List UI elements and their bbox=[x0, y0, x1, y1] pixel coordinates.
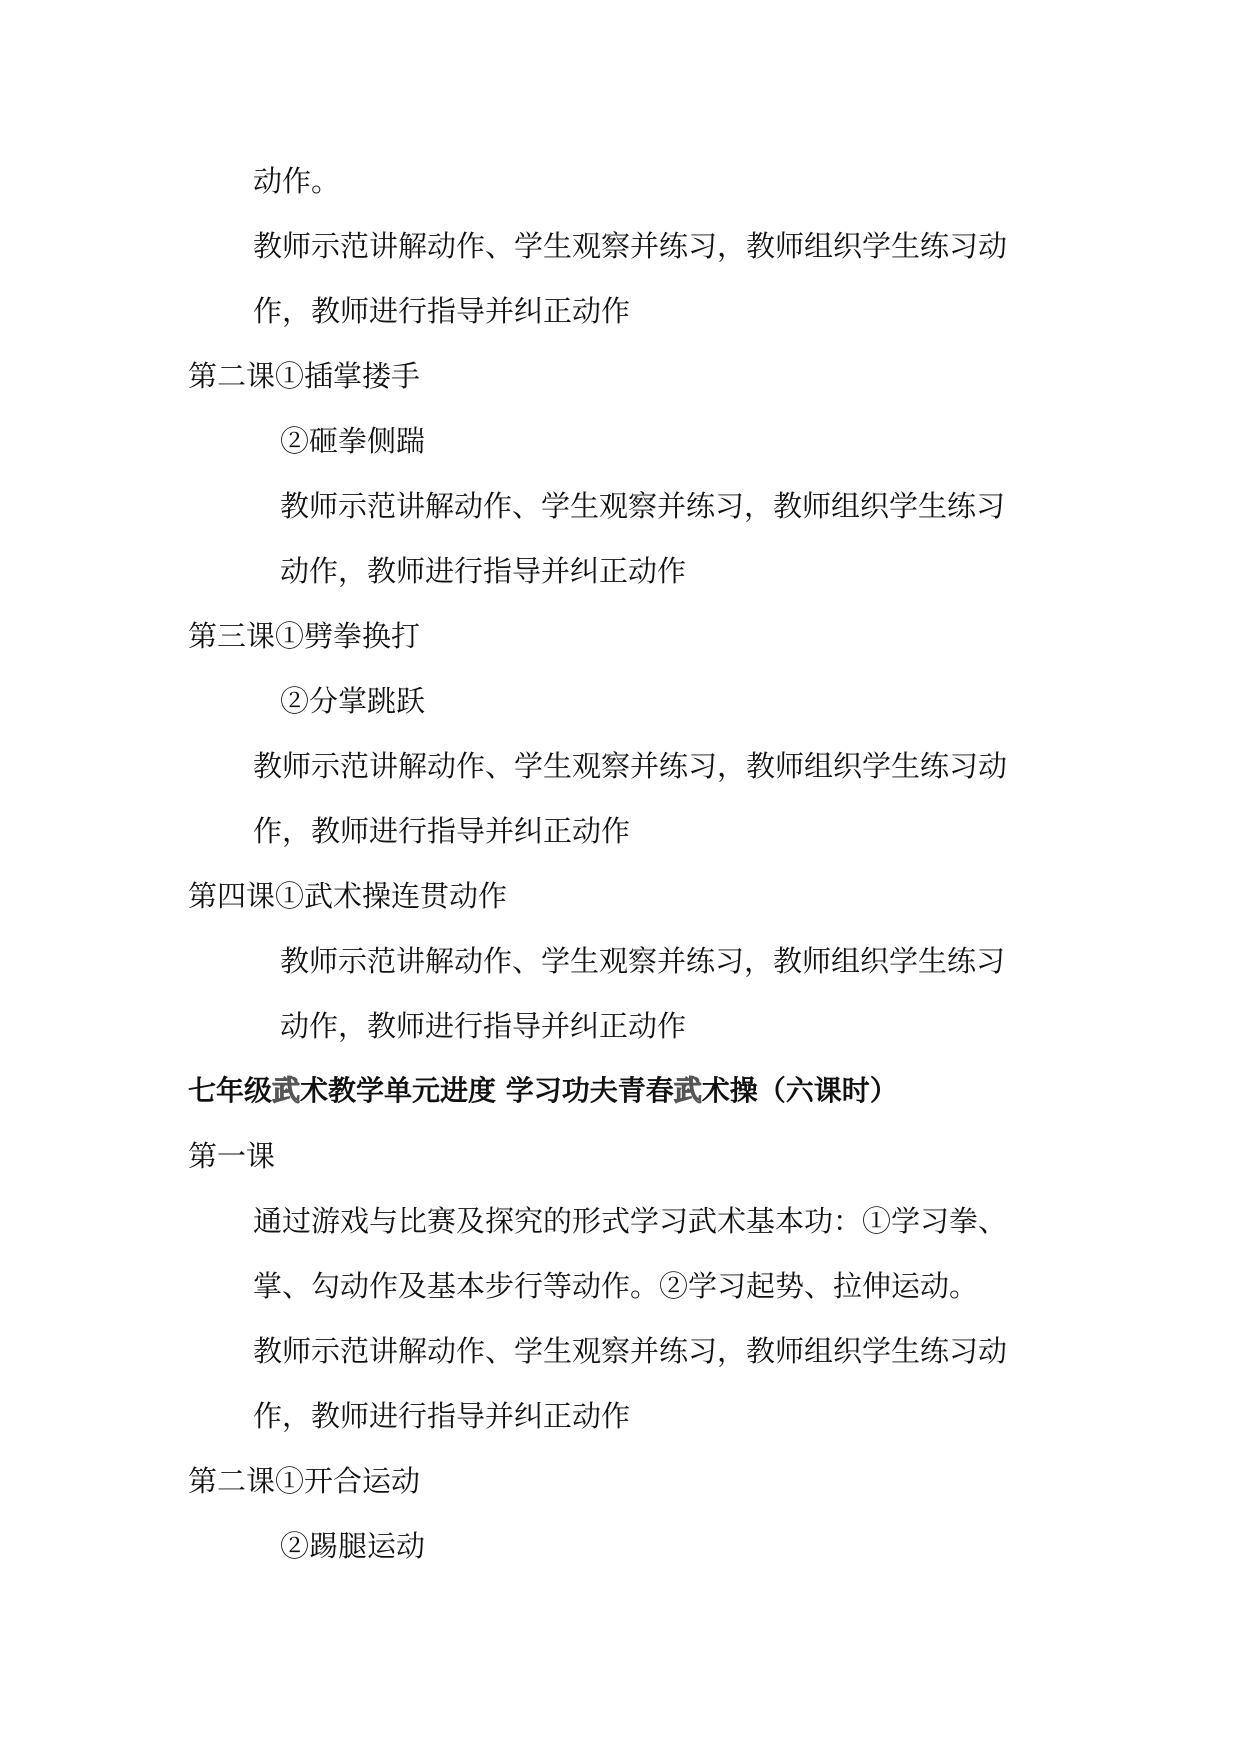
text-line: 教师示范讲解动作、学生观察并练习，教师组织学生练习动 bbox=[253, 1334, 1008, 1368]
section-heading bbox=[188, 1071, 898, 1111]
heading-part: 术教学单元进度 学习功夫青春 bbox=[300, 1074, 674, 1107]
text-line: 掌、勾动作及基本步行等动作。②学习起势、拉伸运动。 bbox=[253, 1269, 979, 1303]
lesson-heading: 第二课①插掌搂手 bbox=[188, 359, 421, 393]
lesson-heading: 第一课 bbox=[188, 1139, 276, 1173]
lesson-item: ②砸拳侧踹 bbox=[280, 424, 426, 458]
lesson-item: ②踢腿运动 bbox=[280, 1529, 426, 1563]
heading-part: 术操（六课时） bbox=[701, 1074, 898, 1107]
text-line: 动作，教师进行指导并纠正动作 bbox=[280, 554, 687, 588]
lesson-heading: 第三课①劈拳换打 bbox=[188, 619, 421, 653]
text-line: 动作，教师进行指导并纠正动作 bbox=[280, 1009, 687, 1043]
heading-part: 七年级 bbox=[188, 1074, 273, 1107]
text-line: 教师示范讲解动作、学生观察并练习，教师组织学生练习动 bbox=[253, 229, 1008, 263]
text-line: 通过游戏与比赛及探究的形式学习武术基本功：①学习拳、 bbox=[253, 1204, 1008, 1238]
text-line: 作，教师进行指导并纠正动作 bbox=[253, 814, 631, 848]
text-line: 作，教师进行指导并纠正动作 bbox=[253, 1399, 631, 1433]
text-line: 动作。 bbox=[253, 164, 341, 198]
text-line: 教师示范讲解动作、学生观察并练习，教师组织学生练习 bbox=[280, 944, 1006, 978]
text-line: 教师示范讲解动作、学生观察并练习，教师组织学生练习 bbox=[280, 489, 1006, 523]
lesson-heading: 第二课①开合运动 bbox=[188, 1464, 421, 1498]
lesson-heading: 第四课①武术操连贯动作 bbox=[188, 879, 508, 913]
heading-outline-char: 武 bbox=[673, 1074, 702, 1107]
text-line: 教师示范讲解动作、学生观察并练习，教师组织学生练习动 bbox=[253, 749, 1008, 783]
text-line: 作，教师进行指导并纠正动作 bbox=[253, 294, 631, 328]
heading-outline-char: 武 bbox=[272, 1074, 301, 1107]
lesson-item: ②分掌跳跃 bbox=[280, 684, 426, 718]
